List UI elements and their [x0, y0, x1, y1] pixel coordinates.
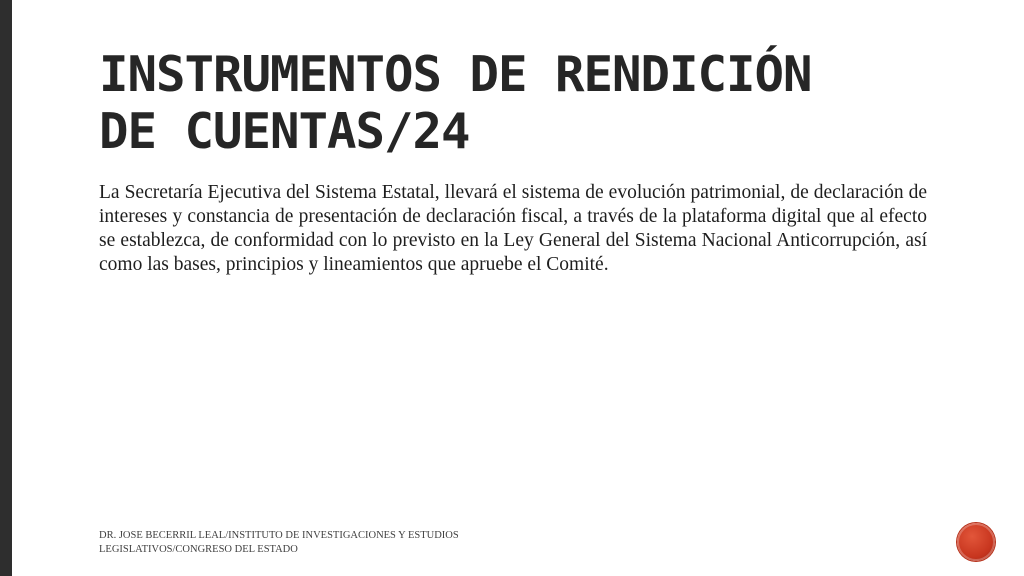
slide-footer: DR. JOSE BECERRIL LEAL/INSTITUTO DE INVESTIGACIONES Y ESTUDIOS LEGISLATIVOS/CONGRESO DEL ESTADO	[99, 530, 459, 555]
slide-title: INSTRUMENTOS DE RENDICIÓN DE CUENTAS/24	[99, 46, 812, 160]
slide-body-text: La Secretaría Ejecutiva del Sistema Estatal, llevará el sistema de evolución patrimonial, de declaración de intereses y constancia de presentación de declaración fiscal, a través de la plataforma digital que al efecto se establezca, de conformidad con lo previsto en la Ley General del Sistema Nacional Anticorrupción, así como las bases, principios y lineamientos que apruebe el Comité.	[99, 182, 927, 275]
page-number-badge	[957, 523, 995, 561]
page-number	[957, 523, 995, 561]
left-accent-bar	[0, 0, 12, 576]
